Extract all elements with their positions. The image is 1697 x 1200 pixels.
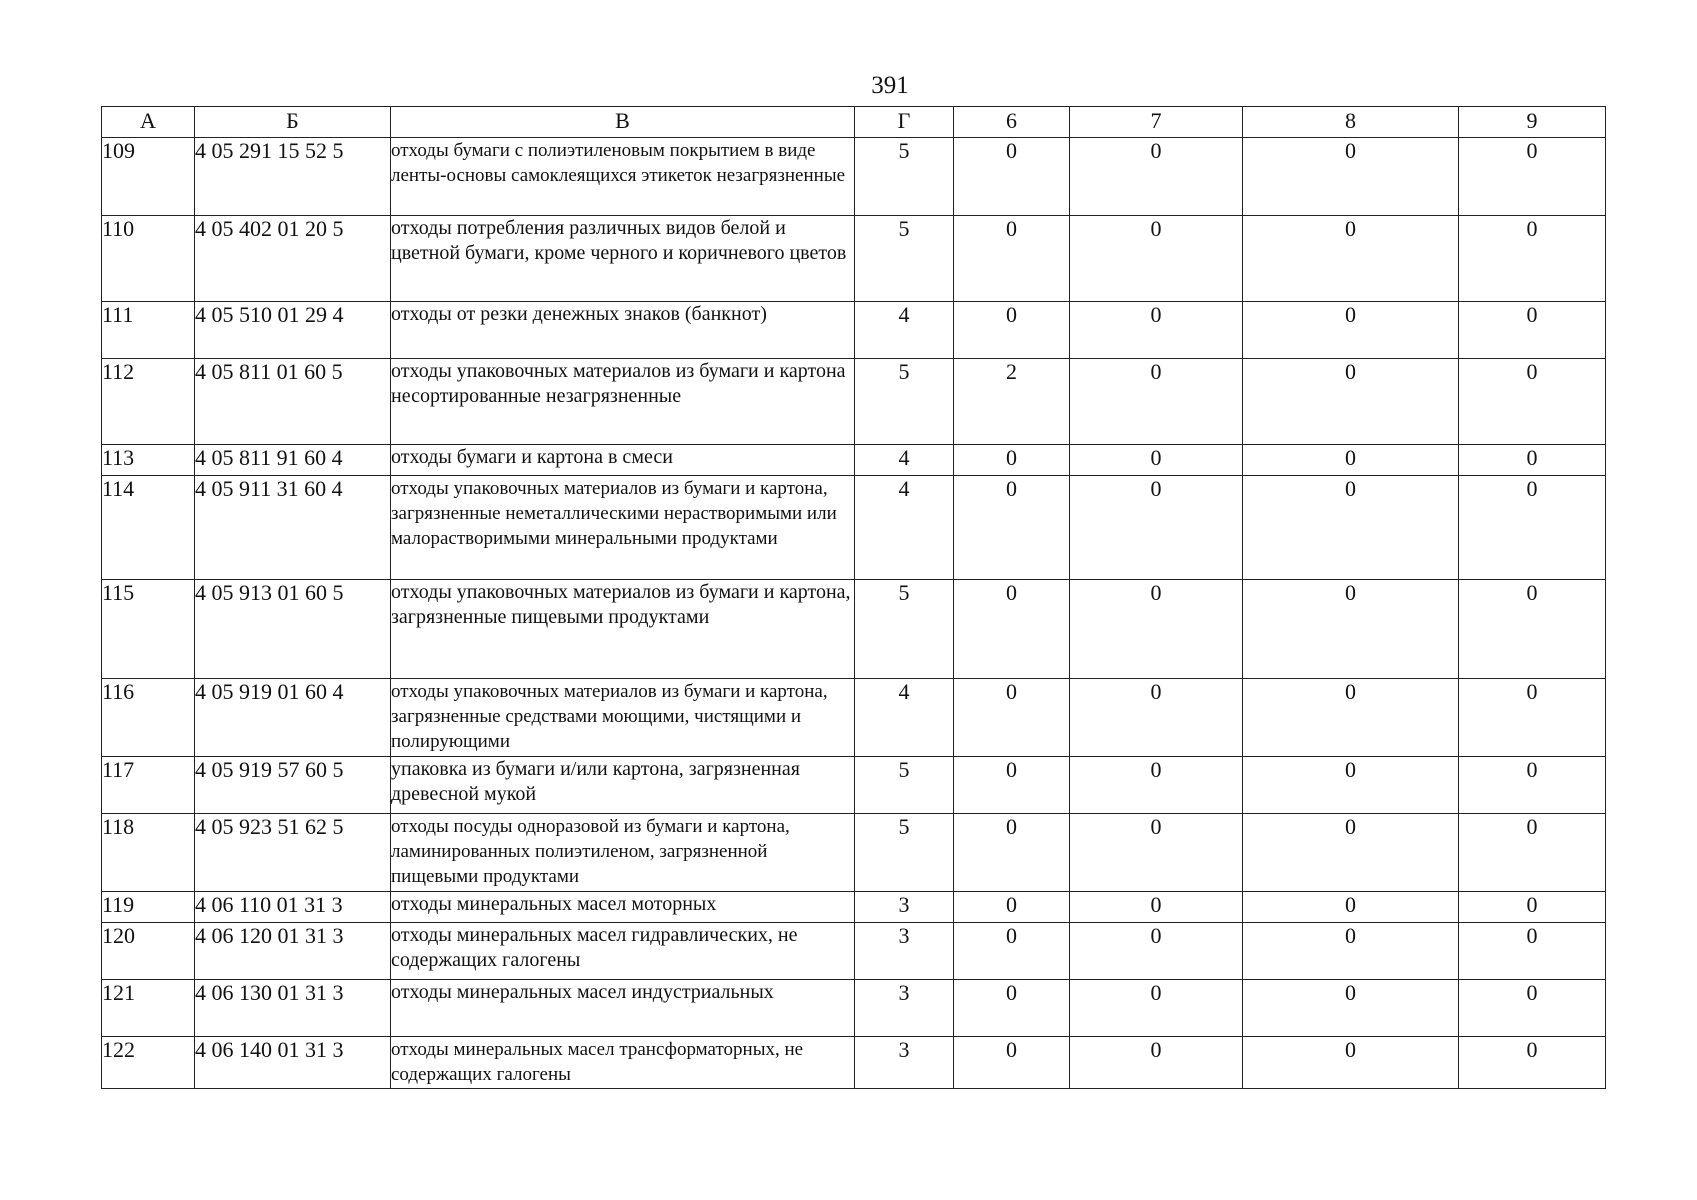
table-row xyxy=(102,138,1606,216)
column-9-cell: 0 xyxy=(1459,445,1606,476)
column-7-cell: 0 xyxy=(1070,302,1243,359)
hazard-class-cell: 5 xyxy=(855,757,954,814)
column-7-cell: 0 xyxy=(1070,138,1243,216)
column-9-cell: 0 xyxy=(1459,302,1606,359)
header-col-7: 7 xyxy=(1070,107,1243,138)
waste-name-cell: отходы посуды одноразовой из бумаги и картона, ламинированных полиэтиленом, загрязненной пищевыми продуктами xyxy=(391,814,855,892)
table-row xyxy=(102,757,1606,814)
column-6-cell: 0 xyxy=(954,445,1070,476)
hazard-class-cell: 4 xyxy=(855,302,954,359)
column-8-cell: 0 xyxy=(1243,359,1459,445)
row-number-cell: 110 xyxy=(102,216,195,302)
hazard-class-cell: 5 xyxy=(855,814,954,892)
column-7-cell: 0 xyxy=(1070,476,1243,580)
row-number-cell: 120 xyxy=(102,923,195,980)
waste-name-cell: отходы потребления различных видов белой и цветной бумаги, кроме черного и коричневого цветов xyxy=(391,216,855,302)
column-9-cell: 0 xyxy=(1459,476,1606,580)
column-8-cell: 0 xyxy=(1243,980,1459,1037)
row-number-cell: 117 xyxy=(102,757,195,814)
header-row xyxy=(102,107,1606,138)
column-9-cell: 0 xyxy=(1459,980,1606,1037)
header-col-a: А xyxy=(102,107,195,138)
table-body xyxy=(102,138,1606,1089)
column-9-cell: 0 xyxy=(1459,923,1606,980)
waste-code-cell: 4 05 811 01 60 5 xyxy=(195,359,391,445)
table-row xyxy=(102,980,1606,1037)
column-6-cell: 0 xyxy=(954,302,1070,359)
column-6-cell: 0 xyxy=(954,476,1070,580)
waste-code-cell: 4 05 510 01 29 4 xyxy=(195,302,391,359)
hazard-class-cell: 5 xyxy=(855,359,954,445)
column-7-cell: 0 xyxy=(1070,679,1243,757)
column-6-cell: 0 xyxy=(954,216,1070,302)
table-row xyxy=(102,445,1606,476)
column-8-cell: 0 xyxy=(1243,216,1459,302)
waste-code-cell: 4 06 140 01 31 3 xyxy=(195,1037,391,1089)
row-number-cell: 114 xyxy=(102,476,195,580)
column-8-cell: 0 xyxy=(1243,580,1459,679)
column-9-cell: 0 xyxy=(1459,757,1606,814)
hazard-class-cell: 5 xyxy=(855,580,954,679)
waste-name-cell: отходы бумаги с полиэтиленовым покрытием в виде ленты-основы самоклеящихся этикеток незагрязненные xyxy=(391,138,855,216)
header-col-g: Г xyxy=(855,107,954,138)
waste-code-cell: 4 05 923 51 62 5 xyxy=(195,814,391,892)
waste-code-cell: 4 05 919 57 60 5 xyxy=(195,757,391,814)
column-9-cell: 0 xyxy=(1459,679,1606,757)
waste-name-cell: отходы минеральных масел гидравлических, не содержащих галогены xyxy=(391,923,855,980)
column-7-cell: 0 xyxy=(1070,814,1243,892)
waste-name-cell: отходы бумаги и картона в смеси xyxy=(391,445,855,476)
waste-code-cell: 4 06 130 01 31 3 xyxy=(195,980,391,1037)
column-8-cell: 0 xyxy=(1243,923,1459,980)
waste-name-cell: отходы минеральных масел моторных xyxy=(391,892,855,923)
waste-name-cell: отходы упаковочных материалов из бумаги и картона, загрязненные средствами моющими, чистящими и полирующими xyxy=(391,679,855,757)
waste-name-cell: отходы минеральных масел трансформаторных, не содержащих галогены xyxy=(391,1037,855,1089)
column-8-cell: 0 xyxy=(1243,757,1459,814)
waste-classification-table xyxy=(101,106,1606,1089)
table-row xyxy=(102,679,1606,757)
column-8-cell: 0 xyxy=(1243,476,1459,580)
column-6-cell: 0 xyxy=(954,679,1070,757)
header-col-b: Б xyxy=(195,107,391,138)
hazard-class-cell: 3 xyxy=(855,892,954,923)
column-6-cell: 0 xyxy=(954,814,1070,892)
row-number-cell: 122 xyxy=(102,1037,195,1089)
row-number-cell: 121 xyxy=(102,980,195,1037)
waste-code-cell: 4 05 811 91 60 4 xyxy=(195,445,391,476)
column-8-cell: 0 xyxy=(1243,302,1459,359)
waste-name-cell: отходы упаковочных материалов из бумаги и картона, загрязненные неметаллическими нерастворимыми или малорастворимыми минеральными продуктами xyxy=(391,476,855,580)
column-7-cell: 0 xyxy=(1070,892,1243,923)
column-7-cell: 0 xyxy=(1070,359,1243,445)
table-row xyxy=(102,923,1606,980)
row-number-cell: 116 xyxy=(102,679,195,757)
column-6-cell: 0 xyxy=(954,138,1070,216)
column-6-cell: 0 xyxy=(954,980,1070,1037)
table-row xyxy=(102,476,1606,580)
waste-code-cell: 4 05 919 01 60 4 xyxy=(195,679,391,757)
column-8-cell: 0 xyxy=(1243,138,1459,216)
hazard-class-cell: 4 xyxy=(855,476,954,580)
waste-code-cell: 4 05 911 31 60 4 xyxy=(195,476,391,580)
table-row xyxy=(102,302,1606,359)
column-7-cell: 0 xyxy=(1070,980,1243,1037)
row-number-cell: 112 xyxy=(102,359,195,445)
table-row xyxy=(102,892,1606,923)
table-row xyxy=(102,1037,1606,1089)
column-6-cell: 0 xyxy=(954,923,1070,980)
hazard-class-cell: 3 xyxy=(855,980,954,1037)
column-6-cell: 0 xyxy=(954,580,1070,679)
waste-code-cell: 4 06 120 01 31 3 xyxy=(195,923,391,980)
hazard-class-cell: 3 xyxy=(855,1037,954,1089)
waste-code-cell: 4 05 402 01 20 5 xyxy=(195,216,391,302)
column-6-cell: 2 xyxy=(954,359,1070,445)
column-9-cell: 0 xyxy=(1459,216,1606,302)
column-7-cell: 0 xyxy=(1070,757,1243,814)
column-7-cell: 0 xyxy=(1070,1037,1243,1089)
hazard-class-cell: 4 xyxy=(855,679,954,757)
column-6-cell: 0 xyxy=(954,1037,1070,1089)
column-7-cell: 0 xyxy=(1070,216,1243,302)
row-number-cell: 115 xyxy=(102,580,195,679)
table-row xyxy=(102,814,1606,892)
column-7-cell: 0 xyxy=(1070,580,1243,679)
table-row xyxy=(102,580,1606,679)
header-col-6: 6 xyxy=(954,107,1070,138)
row-number-cell: 111 xyxy=(102,302,195,359)
column-9-cell: 0 xyxy=(1459,892,1606,923)
waste-code-cell: 4 06 110 01 31 3 xyxy=(195,892,391,923)
hazard-class-cell: 5 xyxy=(855,216,954,302)
header-col-8: 8 xyxy=(1243,107,1459,138)
column-7-cell: 0 xyxy=(1070,923,1243,980)
row-number-cell: 109 xyxy=(102,138,195,216)
column-8-cell: 0 xyxy=(1243,814,1459,892)
column-9-cell: 0 xyxy=(1459,814,1606,892)
column-9-cell: 0 xyxy=(1459,1037,1606,1089)
column-6-cell: 0 xyxy=(954,892,1070,923)
column-8-cell: 0 xyxy=(1243,1037,1459,1089)
table-row xyxy=(102,216,1606,302)
hazard-class-cell: 4 xyxy=(855,445,954,476)
header-col-9: 9 xyxy=(1459,107,1606,138)
waste-name-cell: отходы упаковочных материалов из бумаги и картона несортированные незагрязненные xyxy=(391,359,855,445)
hazard-class-cell: 3 xyxy=(855,923,954,980)
column-9-cell: 0 xyxy=(1459,138,1606,216)
column-6-cell: 0 xyxy=(954,757,1070,814)
column-8-cell: 0 xyxy=(1243,445,1459,476)
column-8-cell: 0 xyxy=(1243,679,1459,757)
table-row xyxy=(102,359,1606,445)
column-8-cell: 0 xyxy=(1243,892,1459,923)
header-col-v: В xyxy=(391,107,855,138)
row-number-cell: 119 xyxy=(102,892,195,923)
waste-code-cell: 4 05 291 15 52 5 xyxy=(195,138,391,216)
waste-code-cell: 4 05 913 01 60 5 xyxy=(195,580,391,679)
page-number: 391 xyxy=(871,72,909,99)
hazard-class-cell: 5 xyxy=(855,138,954,216)
row-number-cell: 118 xyxy=(102,814,195,892)
column-7-cell: 0 xyxy=(1070,445,1243,476)
waste-name-cell: отходы упаковочных материалов из бумаги и картона, загрязненные пищевыми продуктами xyxy=(391,580,855,679)
waste-name-cell: отходы минеральных масел индустриальных xyxy=(391,980,855,1037)
waste-name-cell: отходы от резки денежных знаков (банкнот) xyxy=(391,302,855,359)
column-9-cell: 0 xyxy=(1459,359,1606,445)
column-9-cell: 0 xyxy=(1459,580,1606,679)
waste-name-cell: упаковка из бумаги и/или картона, загрязненная древесной мукой xyxy=(391,757,855,814)
row-number-cell: 113 xyxy=(102,445,195,476)
